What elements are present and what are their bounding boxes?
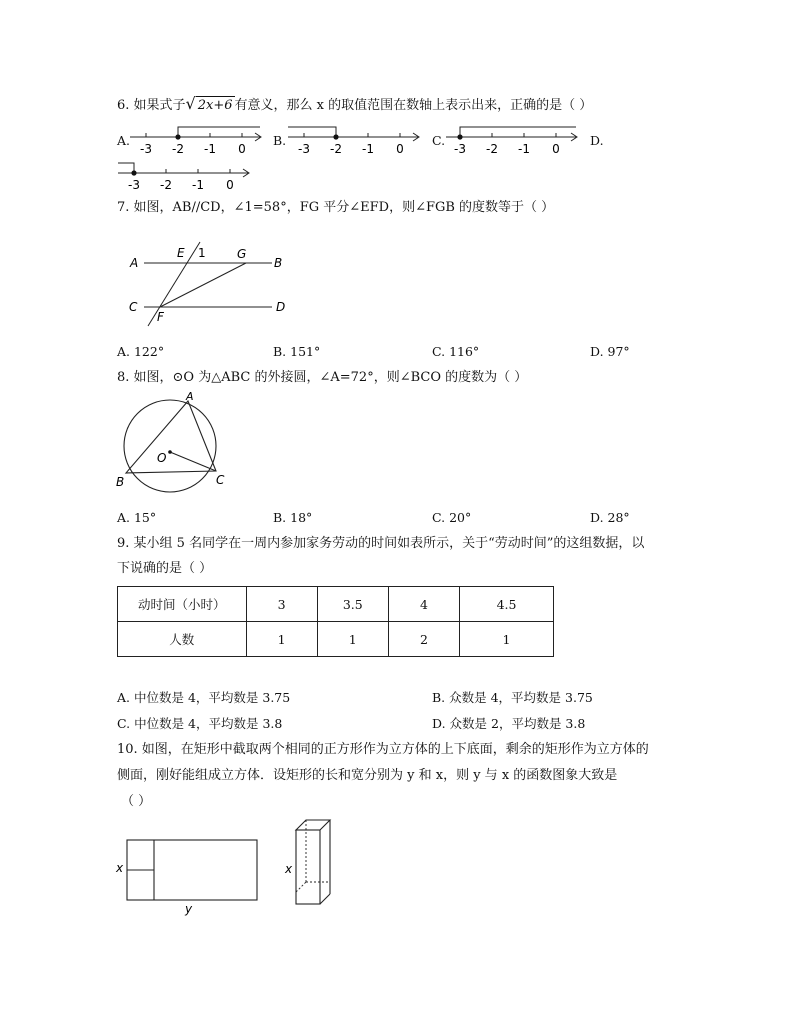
q6-stem bbox=[117, 95, 592, 115]
q9-option-c[interactable]: C. 中位数是 4，平均数是 3.8 bbox=[117, 716, 283, 731]
q6-option-c-number-line[interactable] bbox=[444, 124, 584, 158]
q6-radicand: 2x+6 bbox=[197, 98, 233, 113]
q6-option-a-number-line[interactable] bbox=[128, 124, 268, 158]
q7-option-d[interactable]: D. 97° bbox=[590, 344, 630, 359]
table-cell: 3.5 bbox=[317, 587, 388, 622]
table-cell: 4.5 bbox=[460, 587, 554, 622]
q8-option-d[interactable]: D. 28° bbox=[590, 510, 630, 525]
table-cell: 2 bbox=[388, 622, 459, 657]
q6-option-c-label[interactable]: C. bbox=[432, 133, 446, 148]
q6-a-tick-4: 0 bbox=[238, 142, 246, 156]
table-header-cell: 人数 bbox=[118, 622, 247, 657]
q9-option-a[interactable]: A. 中位数是 4，平均数是 3.75 bbox=[117, 690, 291, 705]
q8-stem: 8. 如图，⊙O 为△ABC 的外接圆，∠A=72°，则∠BCO 的度数为（ ） bbox=[117, 370, 528, 385]
q8-label-o: O bbox=[157, 451, 167, 465]
q6-c-tick-4: 0 bbox=[552, 142, 560, 156]
q7-label-d: D bbox=[276, 300, 286, 314]
q9-data-table bbox=[117, 586, 554, 657]
q10-stem-line-3: （ ） bbox=[121, 794, 152, 809]
q8-circumcircle-figure bbox=[112, 390, 232, 494]
table-cell: 1 bbox=[460, 622, 554, 657]
q10-cuboid-figure bbox=[284, 816, 354, 908]
q6-d-tick-1: -3 bbox=[128, 178, 140, 192]
q6-d-tick-2: -2 bbox=[160, 178, 172, 192]
q7-label-c: C bbox=[129, 300, 138, 314]
q6-a-tick-1: -3 bbox=[140, 142, 152, 156]
q7-stem: 7. 如图，AB//CD，∠1=58°，FG 平分∠EFD，则∠FGB 的度数等于（ ） bbox=[117, 200, 555, 215]
q6-stem-post: 有意义，那么 x 的取值范围在数轴上表示出来，正确的是（ ） bbox=[234, 98, 593, 113]
q9-stem-line-2: 下说确的是（ ） bbox=[117, 561, 213, 576]
q10-stem-line-2: 侧面，刚好能组成立方体．设矩形的长和宽分别为 y 和 x，则 y 与 x 的函数图象大致是 bbox=[117, 768, 618, 783]
q6-c-tick-3: -1 bbox=[518, 142, 530, 156]
q6-stem-pre: 6. 如果式子 bbox=[117, 98, 186, 113]
q8-option-c[interactable]: C. 20° bbox=[432, 510, 472, 525]
q7-option-a[interactable]: A. 122° bbox=[117, 344, 165, 359]
table-header-cell: 动时间（小时） bbox=[118, 587, 247, 622]
table-cell: 1 bbox=[246, 622, 317, 657]
q7-label-angle-1: 1 bbox=[198, 246, 206, 260]
q8-option-b[interactable]: B. 18° bbox=[273, 510, 313, 525]
q7-parallel-lines-figure bbox=[120, 236, 300, 330]
q7-option-b[interactable]: B. 151° bbox=[273, 344, 321, 359]
table-cell: 3 bbox=[246, 587, 317, 622]
q10-label-x: x bbox=[116, 861, 124, 875]
sqrt-sign: √ bbox=[185, 94, 196, 113]
q7-label-a: A bbox=[130, 256, 139, 270]
table-row bbox=[118, 587, 554, 622]
q8-label-a: A bbox=[186, 390, 194, 403]
q6-b-tick-3: -1 bbox=[362, 142, 374, 156]
q6-option-d-number-line[interactable] bbox=[116, 160, 256, 194]
q6-d-tick-4: 0 bbox=[226, 178, 234, 192]
q6-option-d-label[interactable]: D. bbox=[590, 133, 604, 148]
q7-label-g: G bbox=[237, 247, 247, 261]
q10-label-y: y bbox=[185, 902, 193, 916]
q9-option-d[interactable]: D. 众数是 2，平均数是 3.8 bbox=[432, 716, 586, 731]
q10-rectangle-figure bbox=[110, 834, 270, 918]
q8-label-b: B bbox=[116, 475, 125, 489]
q6-option-a-label[interactable]: A. bbox=[117, 133, 131, 148]
q6-b-tick-2: -2 bbox=[330, 142, 342, 156]
q7-label-b: B bbox=[274, 256, 283, 270]
q6-option-b-label[interactable]: B. bbox=[273, 133, 287, 148]
q7-option-c[interactable]: C. 116° bbox=[432, 344, 480, 359]
q6-d-tick-3: -1 bbox=[192, 178, 204, 192]
q6-c-tick-2: -2 bbox=[486, 142, 498, 156]
q9-option-b[interactable]: B. 众数是 4，平均数是 3.75 bbox=[432, 690, 593, 705]
table-row bbox=[118, 622, 554, 657]
q10-stem-line-1: 10. 如图，在矩形中截取两个相同的正方形作为立方体的上下底面，剩余的矩形作为立方体的 bbox=[117, 742, 649, 757]
q6-c-tick-1: -3 bbox=[454, 142, 466, 156]
q8-option-a[interactable]: A. 15° bbox=[117, 510, 157, 525]
q9-stem-line-1: 9. 某小组 5 名同学在一周内参加家务劳动的时间如表所示，关于“劳动时间”的这组数据，以 bbox=[117, 536, 645, 551]
q6-a-tick-2: -2 bbox=[172, 142, 184, 156]
q10-label-cuboid-x: x bbox=[285, 862, 293, 876]
q8-label-c: C bbox=[216, 473, 225, 487]
q7-label-e: E bbox=[177, 246, 185, 260]
q6-b-tick-1: -3 bbox=[298, 142, 310, 156]
table-cell: 1 bbox=[317, 622, 388, 657]
q7-label-f: F bbox=[157, 310, 164, 324]
table-cell: 4 bbox=[388, 587, 459, 622]
q6-option-b-number-line[interactable] bbox=[286, 124, 426, 158]
q6-a-tick-3: -1 bbox=[204, 142, 216, 156]
q6-b-tick-4: 0 bbox=[396, 142, 404, 156]
